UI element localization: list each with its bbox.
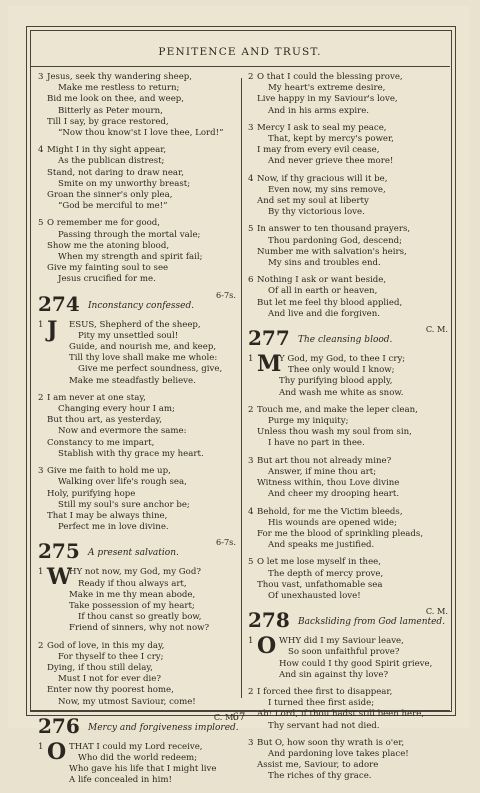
hymn-heading [38,539,236,565]
verse-line [248,557,448,568]
verse-number: 3 [248,737,254,748]
stanza [38,564,236,634]
verse-line: Take possession of my heart; [69,600,195,611]
footer-rule [30,710,450,711]
hymn-heading [248,326,448,352]
hymn-heading [248,608,448,634]
verse-line: As the publican distrest; [58,156,165,167]
verse-number: 4 [248,173,254,184]
verse-text: Y God, my God, to thee I cry; [279,354,406,365]
verse-line: Now and evermore the same: [58,426,187,437]
stanza [248,72,448,117]
verse-line: Who did the world redeem; [78,752,198,763]
hymn-meter: 6-7s. [216,537,236,548]
verse-line: Dying, if thou still delay, [47,662,153,673]
verse-number: 4 [38,145,44,156]
stanza [248,557,448,602]
verse-number: 5 [248,224,254,235]
verse-text: WHY did I my Saviour leave, [279,636,404,647]
verse-line: By thy victorious love. [268,207,365,218]
verse-line: Friend of sinners, why not now? [69,623,210,634]
verse-number: 3 [38,466,44,477]
verse-text: Mercy I ask to seal my peace, [257,122,387,133]
verse-line: And wash me white as snow. [279,387,404,398]
verse-line: And sin against thy love? [279,669,389,680]
verse-number: 3 [248,122,254,133]
hymn-meter: C. M. [213,711,236,722]
stanza [248,633,448,681]
book-page [8,6,470,786]
drop-cap: M [257,351,282,378]
verse-line: That, kept by mercy's power, [268,134,394,145]
stanza [248,224,448,269]
verse-line [248,738,448,749]
hymn-title: Mercy and forgiveness implored. [88,722,239,733]
verse-line: But thou art, as yesterday, [47,415,162,426]
verse-text: In answer to ten thousand prayers, [257,224,411,235]
drop-cap: W [47,564,72,591]
verse-text: God of love, in this my day, [47,640,165,651]
hymn-number: 278 [248,608,290,633]
verse-line: For me the blood of sprinkling pleads, [257,528,424,539]
drop-cap: O [257,633,277,660]
verse-text: ESUS, Shepherd of the sheep, [69,319,201,330]
verse-line: Bitterly as Peter mourn, [58,105,163,116]
verse-line [248,224,448,235]
drop-cap: J [47,316,58,343]
verse-line: And never grieve thee more! [268,156,394,167]
verse-line: Till I say, by grace restored, [47,116,169,127]
verse-line: But let me feel thy blood applied, [257,297,403,308]
verse-line: Witness within, thou Love divine [257,478,400,489]
verse-number: 1 [248,354,254,365]
stanza [248,456,448,501]
verse-line: And in his arms expire. [268,105,370,116]
verse-number: 1 [38,741,44,752]
hymn-meter: C. M. [425,606,448,617]
verse-line: I have no part in thee. [268,438,365,449]
page-number: 67 [232,712,246,723]
verse-line: Bid me look on thee, and weep, [47,94,185,105]
drop-cap: O [47,738,67,765]
verse-line [248,687,448,698]
verse-line: Ready if thou always art, [78,578,187,589]
verse-line [38,72,236,83]
verse-line: How could I thy good Spirit grieve, [279,658,433,669]
stanza [38,145,236,212]
verse-line: Stand, not daring to draw near, [47,167,184,178]
verse-line: Thou pardoning God, descend; [268,235,402,246]
verse-line: Live happy in my Saviour's love, [257,94,398,105]
stanza [248,738,448,783]
verse-line: The riches of thy grace. [268,771,372,782]
verse-line: And speaks me justified. [268,540,375,551]
verse-text: Touch me, and make the leper clean, [257,404,418,415]
verse-text: O that I could the blessing prove, [257,72,403,82]
verse-line: I turned thee first aside; [268,698,375,709]
verse-line: Constancy to me impart, [47,437,155,448]
verse-text: I am never at one stay, [47,392,146,403]
hymn-title: The cleansing blood. [298,335,393,346]
verse-line: And set my soul at liberty [257,196,369,207]
verse-line: Make in me thy mean abode, [69,589,196,600]
verse-number: 2 [248,404,254,415]
verse-line: Make me restless to return; [58,83,180,94]
verse-line: Of unexhausted love! [268,590,361,601]
verse-text: HY not now, my God, my God? [69,567,201,578]
verse-line: Number me with salvation's heirs, [257,246,407,257]
verse-line: Answer, if mine thou art; [268,466,377,477]
left-column [38,72,239,793]
verse-line [38,641,236,652]
hymn-meter: C. M. [425,324,448,335]
verse-number: 2 [38,640,44,651]
verse-line: I may from every evil cease, [257,145,380,156]
verse-line: Of all in earth or heaven, [268,286,378,297]
verse-line: And pardoning love takes place! [268,748,409,759]
verse-line: When my strength and spirit fail; [58,252,203,263]
running-head: PENITENCE AND TRUST. [158,46,322,58]
stanza [248,507,448,552]
verse-line: And cheer my drooping heart. [268,489,400,500]
verse-line: Give me perfect soundness, give, [78,364,223,375]
verse-line: Even now, my sins remove, [268,184,386,195]
verse-number: 1 [248,636,254,647]
verse-line: Enter now thy poorest home, [47,685,174,696]
header-rule [30,66,450,67]
verse-line: For thyself to thee I cry; [58,651,164,662]
column-divider [241,78,242,698]
verse-text: Nothing I ask or want beside, [257,275,387,286]
verse-number: 1 [38,567,44,578]
verse-line: The depth of mercy prove, [268,568,384,579]
stanza [248,174,448,219]
verse-line [248,405,448,416]
verse-line: Who gave his life that I might live [69,764,217,775]
verse-line [38,218,236,229]
verse-text: Jesus, seek thy wandering sheep, [47,72,193,82]
verse-number: 3 [248,455,254,466]
verse-line [248,72,448,83]
verse-line: Pity my unsettled soul! [78,330,179,341]
verse-number: 1 [38,319,44,330]
verse-text: Might I in thy sight appear, [47,145,167,156]
verse-line: Thee only would I know; [288,365,395,376]
verse-line [248,456,448,467]
hymn-number: 276 [38,713,80,738]
right-column [248,72,448,789]
verse-text: But art thou not already mine? [257,455,392,466]
verse-line: Stablish with thy grace my heart. [58,448,204,459]
hymn-title: Inconstancy confessed. [88,300,195,311]
verse-line: Jesus crucified for me. [58,274,156,285]
verse-line: His wounds are opened wide; [268,517,397,528]
verse-line [38,145,236,156]
verse-line [38,466,236,477]
hymn-title: A present salvation. [88,548,179,559]
verse-line: Changing every hour I am; [58,404,175,415]
stanza [248,275,448,320]
verse-line: Ah! Lord, if thou hadst still been here, [257,709,425,720]
stanza [248,123,448,168]
stanza [248,405,448,450]
verse-number: 2 [38,392,44,403]
verse-line: Groan the sinner's only plea, [47,190,173,201]
verse-line: Must I not for ever die? [58,674,161,685]
stanza [38,218,236,285]
hymn-number: 275 [38,539,80,564]
verse-line: My heart's extreme desire, [268,83,386,94]
verse-text: THAT I could my Lord receive, [69,741,203,752]
verse-line: A life concealed in him! [69,775,172,786]
verse-line: Holy, purifying hope [47,488,136,499]
verse-line [248,507,448,518]
verse-text: Behold, for me the Victim bleeds, [257,506,403,517]
hymn-title: Backsliding from God lamented. [298,617,446,628]
verse-line: So soon unfaithful prove? [288,647,400,658]
verse-number: 5 [38,218,44,229]
verse-line: Unless thou wash my soul from sin, [257,427,412,438]
verse-line: Guide, and nourish me, and keep, [69,342,217,353]
verse-line [38,393,236,404]
verse-number: 6 [248,275,254,286]
verse-line: Make me steadfastly believe. [69,375,196,386]
verse-line [248,275,448,286]
stanza [38,393,236,460]
verse-line: Walking over life's rough sea, [58,477,187,488]
stanza [38,466,236,533]
verse-line: Till thy love shall make me whole: [69,353,218,364]
verse-line: Perfect me in love divine. [58,522,169,533]
hymn-number: 274 [38,291,80,316]
verse-line: Thy servant had not died. [268,720,380,731]
verse-text: Give me faith to hold me up, [47,466,171,477]
verse-line: Still my soul's sure anchor be; [58,499,190,510]
verse-line: Assist me, Saviour, to adore [257,760,379,771]
verse-line: Now, my utmost Saviour, come! [58,696,196,707]
verse-number: 2 [248,72,254,82]
verse-text: But O, how soon thy wrath is o'er, [257,737,405,748]
verse-line: If thou canst so greatly bow, [78,612,202,623]
verse-line [248,123,448,134]
verse-line [248,174,448,185]
verse-line: “Now thou know'st I love thee, Lord!” [58,128,224,139]
stanza [248,351,448,399]
verse-text: Now, if thy gracious will it be, [257,173,388,184]
stanza [38,72,236,139]
verse-line: That I may be always thine, [47,510,168,521]
verse-number: 3 [38,72,44,82]
verse-line: “God be merciful to me!” [58,201,168,212]
verse-number: 2 [248,686,254,697]
hymn-heading [38,289,236,318]
verse-line: My sins and troubles end. [268,258,381,269]
verse-text: O remember me for good, [47,218,161,229]
verse-line: Passing through the mortal vale; [58,229,201,240]
stanza [38,641,236,708]
hymn-meter: 6-7s. [216,289,236,300]
verse-line: And live and die forgiven. [268,308,381,319]
verse-number: 5 [248,557,254,568]
hymn-number: 277 [248,326,290,351]
verse-line: Thy purifying blood apply, [279,376,393,387]
stanza [38,738,236,787]
verse-number: 4 [248,506,254,517]
verse-line: Purge my iniquity; [268,416,349,427]
verse-line: Give my fainting soul to see [47,263,169,274]
stanza [38,316,236,387]
verse-line: Show me the atoning blood, [47,240,170,251]
verse-text: I forced thee first to disappear, [257,686,393,697]
verse-line: Smite on my unworthy breast; [58,178,191,189]
verse-line: Thou vast, unfathomable sea [257,579,383,590]
verse-text: O let me lose myself in thee, [257,557,381,568]
